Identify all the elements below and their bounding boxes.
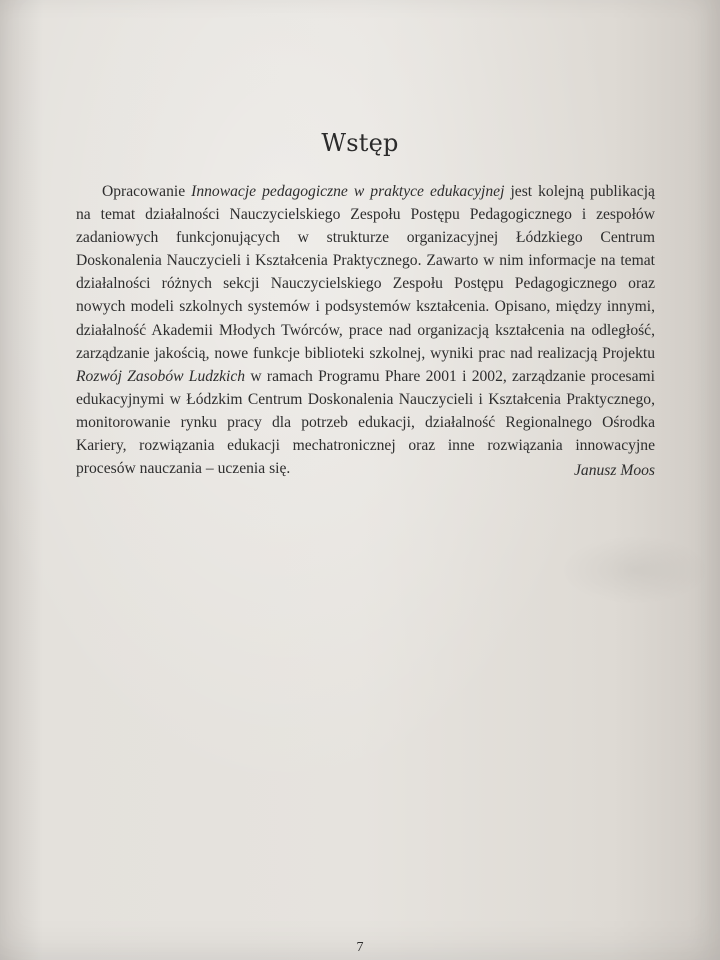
- paragraph-text-2: jest kolejną publikacją na temat działalności Nauczycielskiego Zespołu Postępu Pedagogicznego i zespołów zadaniowych funkcjonujących w strukturze organizacyjnej Łódzkiego Centrum Doskonalenia Nauczycieli i Kształcenia Praktycznego. Zawarto w nim informacje na temat działalności różnych sekcji Nauczycielskiego Zespołu Postępu Pedagogicznego oraz nowych modeli szkolnych systemów i podsystemów kształcenia. Opisano, między innymi, działalność Akademii Młodych Twórców, prace nad organizacją kształcenia na odległość, zarządzanie jakością, nowe funkcje biblioteki szkolnej, wyniki prac nad realizacją Projektu: [76, 183, 655, 362]
- project-name: Rozwój Zasobów Ludzkich: [76, 367, 246, 385]
- author-signature: Janusz Moos: [574, 462, 655, 479]
- page-number: 7: [356, 940, 364, 955]
- paragraph-text-1: Opracowanie: [102, 183, 192, 200]
- introduction-paragraph: [76, 180, 655, 480]
- show-through-shadow: [560, 535, 710, 605]
- page-title: Wstęp: [321, 129, 399, 158]
- paragraph-text-3: w ramach Programu Phare 2001 i 2002, zarządzanie procesami edukacyjnymi w Łódzkim Centrum Doskonalenia Nauczycieli i Kształcenia Praktycznego, monitorowanie rynku pracy dla potrzeb edukacji, działalność Regionalnego Ośrodka Kariery, rozwiązania edukacji mechatronicznej oraz inne rozwiązania innowacyjne procesów nauczania – uczenia się.: [76, 367, 655, 478]
- book-title: Innowacje pedagogiczne w praktyce edukacyjnej: [191, 183, 505, 200]
